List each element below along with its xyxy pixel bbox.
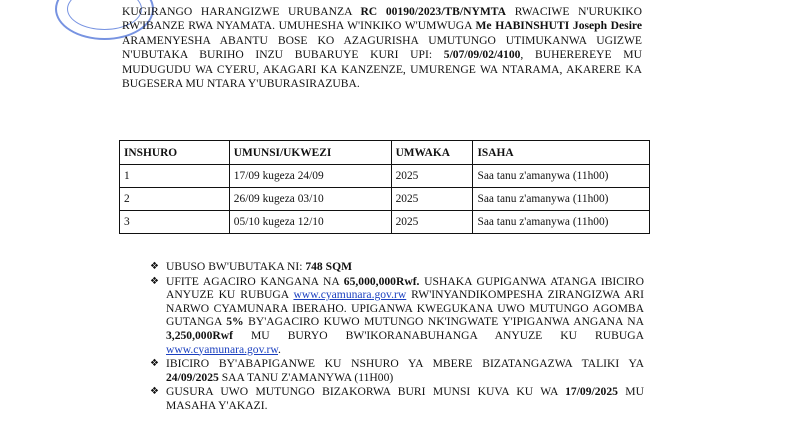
bullet-text: RW'INYANDIKOMPESHA ZIRANGIZWA ARI NARWO CYAMUNARA IBERAHO. UPIGANWA KWEGUKANA UWO MUTUNGO AGOMBA GUTANGA [166, 288, 644, 329]
cyamunara-link[interactable]: www.cyamunara.gov.rw [293, 288, 407, 302]
bailiff-name: Me HABINSHUTI Joseph Desire [475, 19, 642, 33]
case-number: RC 00190/2023/TB/NYMTA [360, 5, 507, 18]
bullet-text: UBUSO BW'UBUTAKA NI: [166, 260, 306, 273]
table-row [120, 165, 650, 188]
bullet-text: USHAKA GUPIGANWA ATANGA IBICIRO ANYUZE KU RUBUGA [166, 274, 644, 302]
cell-inshuro: 1 [120, 165, 230, 188]
diamond-bullet-icon: ❖ [150, 386, 159, 398]
list-item [150, 357, 644, 384]
notice-intro [122, 5, 642, 91]
header-isaha: ISAHA [473, 141, 650, 165]
cell-umwaka: 2025 [391, 165, 473, 188]
details-list [150, 260, 644, 414]
list-item [150, 275, 644, 357]
cell-umwaka: 2025 [391, 211, 473, 234]
bullet-text: GUSURA UWO MUTUNGO BIZAKORWA BURI MUNSI KUVA KU WA [166, 385, 566, 399]
cell-umwaka: 2025 [391, 188, 473, 211]
property-value: 65,000,000Rwf. [343, 274, 420, 288]
bullet-text: BY'AGACIRO KUWO MUTUNGO NK'INGWATE Y'IPIGANWA ANGANA NA [243, 315, 645, 329]
bullet-text: IBICIRO BY'ABAPIGANWE KU NSHURO YA MBERE BIZATANGAZWA TALIKI YA [166, 357, 644, 371]
intro-paragraph [122, 5, 642, 91]
intro-text: ARAMENYESHA ABANTU BOSE KO AZAGURISHA UMUTUNGO UTIMUKANWA UGIZWE N'UBUTAKA BURIHO INZU BUBARUYE KURI UPI: [122, 33, 642, 62]
intro-text: KUGIRANGO HARANGIZWE URUBANZA [122, 5, 361, 18]
table-row [120, 188, 650, 211]
visit-date: 17/09/2025 [565, 385, 618, 399]
cell-inshuro: 3 [120, 211, 230, 234]
diamond-bullet-icon: ❖ [150, 275, 159, 287]
cell-umunsi: 05/10 kugeza 12/10 [229, 211, 391, 234]
auction-schedule-table [119, 140, 650, 234]
list-item [150, 385, 644, 412]
deposit-percent: 5% [226, 315, 244, 329]
table-row [120, 211, 650, 234]
bullet-text: MU BURYO BW'IKORANABUHANGA ANYUZE KU RUBUGA [232, 328, 644, 342]
table-header-row [120, 141, 650, 165]
header-inshuro: INSHURO [120, 141, 230, 165]
list-item [150, 260, 644, 274]
cell-isaha: Saa tanu z'amanywa (11h00) [473, 165, 650, 188]
land-area: 748 SQM [305, 260, 353, 273]
bullet-text: SAA TANU Z'AMANYWA (11H00) [218, 370, 394, 384]
upi-number: 5/07/09/02/4100 [443, 48, 521, 62]
results-date: 24/09/2025 [166, 370, 219, 384]
intro-text: , BUHEREREYE MU MUDUGUDU WA CYERU, AKAGARI KA KANZENZE, UMURENGE WA NTARAMA, AKARERE KA BUGESERA MU NTARA Y'UBURASIRAZUBA. [122, 48, 642, 91]
cell-isaha: Saa tanu z'amanywa (11h00) [473, 211, 650, 234]
diamond-bullet-icon: ❖ [150, 261, 159, 272]
cell-isaha: Saa tanu z'amanywa (11h00) [473, 188, 650, 211]
header-umwaka: UMWAKA [391, 141, 473, 165]
cell-inshuro: 2 [120, 188, 230, 211]
bullet-text: MU MASAHA Y'AKAZI. [166, 385, 644, 412]
bullet-text: UFITE AGACIRO KANGANA NA [166, 274, 344, 288]
header-umunsi: UMUNSI/UKWEZI [229, 141, 391, 165]
cell-umunsi: 17/09 kugeza 24/09 [229, 165, 391, 188]
bullet-text: . [278, 342, 281, 356]
intro-text: RWACIWE N'URUKIKO RW'IBANZE RWA NYAMATA. UMUHESHA W'INKIKO W'UMWUGA [122, 5, 642, 33]
deposit-amount: 3,250,000Rwf [166, 328, 233, 342]
cell-umunsi: 26/09 kugeza 03/10 [229, 188, 391, 211]
cyamunara-link[interactable]: www.cyamunara.gov.rw [166, 342, 279, 356]
diamond-bullet-icon: ❖ [150, 358, 159, 370]
